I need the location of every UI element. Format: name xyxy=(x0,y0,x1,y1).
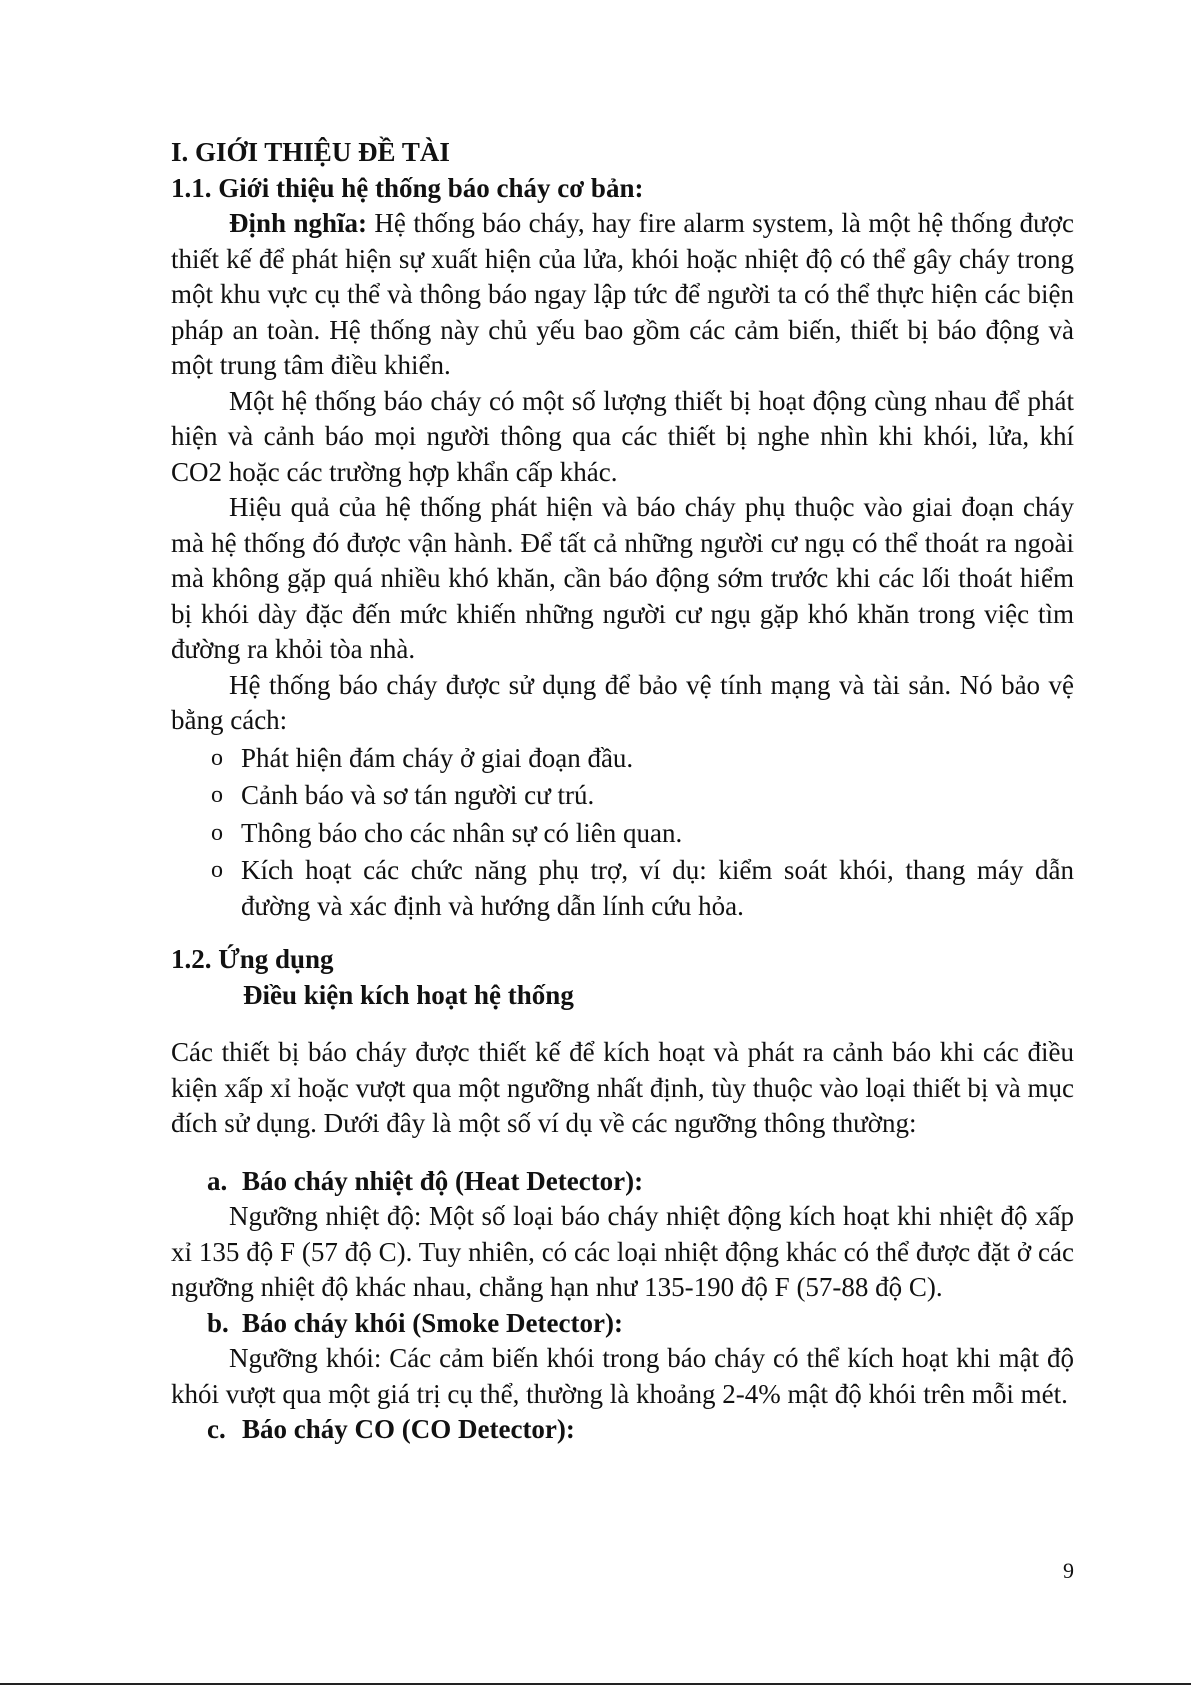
list-item: o Phát hiện đám cháy ở giai đoạn đầu. xyxy=(171,741,1074,777)
list-item: o Cảnh báo và sơ tán người cư trú. xyxy=(171,778,1074,814)
section-1-2-subtitle: Điều kiện kích hoạt hệ thống xyxy=(243,979,574,1010)
item-a-text: Ngưỡng nhiệt độ: Một số loại báo cháy nhiệt động kích hoạt khi nhiệt độ xấp xỉ 135 độ F (57 độ C). Tuy nhiên, có các loại nhiệt động khác có thể được đặt ở các ngưỡng nhiệt độ khác nhau, chẳng hạn như 135-190 độ F (57-88 độ C). xyxy=(171,1201,1074,1302)
section-1-1-title: 1.1. Giới thiệu hệ thống báo cháy cơ bản: xyxy=(171,172,644,203)
intro-paragraph: Các thiết bị báo cháy được thiết kế để kích hoạt và phát ra cảnh báo khi các điều kiện xấp xỉ hoặc vượt qua một ngưỡng nhất định, tùy thuộc vào loại thiết bị và mục đích sử dụng. Dưới đây là một số ví dụ về các ngưỡng thông thường: xyxy=(171,1037,1074,1138)
item-b-text: Ngưỡng khói: Các cảm biến khói trong báo cháy có thể kích hoạt khi mật độ khói vượt qua một giá trị cụ thể, thường là khoảng 2-4% mật độ khói trên mỗi mét. xyxy=(171,1343,1074,1409)
definition-paragraph xyxy=(171,206,1074,384)
bullet-list xyxy=(171,741,1074,925)
circle-bullet-icon: o xyxy=(211,857,223,883)
paragraph-3: Hiệu quả của hệ thống phát hiện và báo cháy phụ thuộc vào giai đoạn cháy mà hệ thống đó được vận hành. Để tất cả những người cư ngụ có thể thoát ra ngoài mà không gặp quá nhiều khó khăn, cần báo động sớm trước khi các lối thoát hiểm bị khói dày đặc đến mức khiến những người cư ngụ gặp khó khăn trong việc tìm đường ra khỏi tòa nhà. xyxy=(171,492,1074,664)
paragraph-2: Một hệ thống báo cháy có một số lượng thiết bị hoạt động cùng nhau để phát hiện và cảnh báo mọi người thông qua các thiết bị nghe nhìn khi khói, lửa, khí CO2 hoặc các trường hợp khẩn cấp khác. xyxy=(171,385,1074,487)
circle-bullet-icon: o xyxy=(211,819,223,846)
item-c-title: c. Báo cháy CO (CO Detector): xyxy=(207,1414,575,1444)
definition-text: Hệ thống báo cháy, hay fire alarm system, là một hệ thống được thiết kế để phát hiện sự xuất hiện của lửa, khói hoặc nhiệt độ có thể gây cháy trong một khu vực cụ thể và thông báo ngay lập tức để người ta có thể thực hiện các biện pháp an toàn. Hệ thống này chủ yếu bao gồm các cảm biến, thiết bị báo động và một trung tâm điều khiển. xyxy=(171,208,1074,380)
item-a-title: a. Báo cháy nhiệt độ (Heat Detector): xyxy=(207,1165,644,1196)
list-item: o Thông báo cho các nhân sự có liên quan. xyxy=(171,816,1074,852)
item-b-title: b. Báo cháy khói (Smoke Detector): xyxy=(207,1307,623,1338)
main-heading: I. GIỚI THIỆU ĐỀ TÀI xyxy=(171,137,450,167)
circle-bullet-icon: o xyxy=(211,744,223,771)
page-content xyxy=(171,135,1074,1448)
definition-lead: Định nghĩa: xyxy=(229,208,367,238)
list-item: o Kích hoạt các chức năng phụ trợ, ví dụ: kiểm soát khói, thang máy dẫn đường và xác định và hướng dẫn lính cứu hỏa. xyxy=(211,855,1074,921)
page-number: 9 xyxy=(1063,1558,1074,1583)
paragraph-4: Hệ thống báo cháy được sử dụng để bảo vệ tính mạng và tài sản. Nó bảo vệ bằng cách: xyxy=(171,669,1074,735)
section-1-2-title: 1.2. Ứng dụng xyxy=(171,944,334,974)
circle-bullet-icon: o xyxy=(211,782,223,808)
